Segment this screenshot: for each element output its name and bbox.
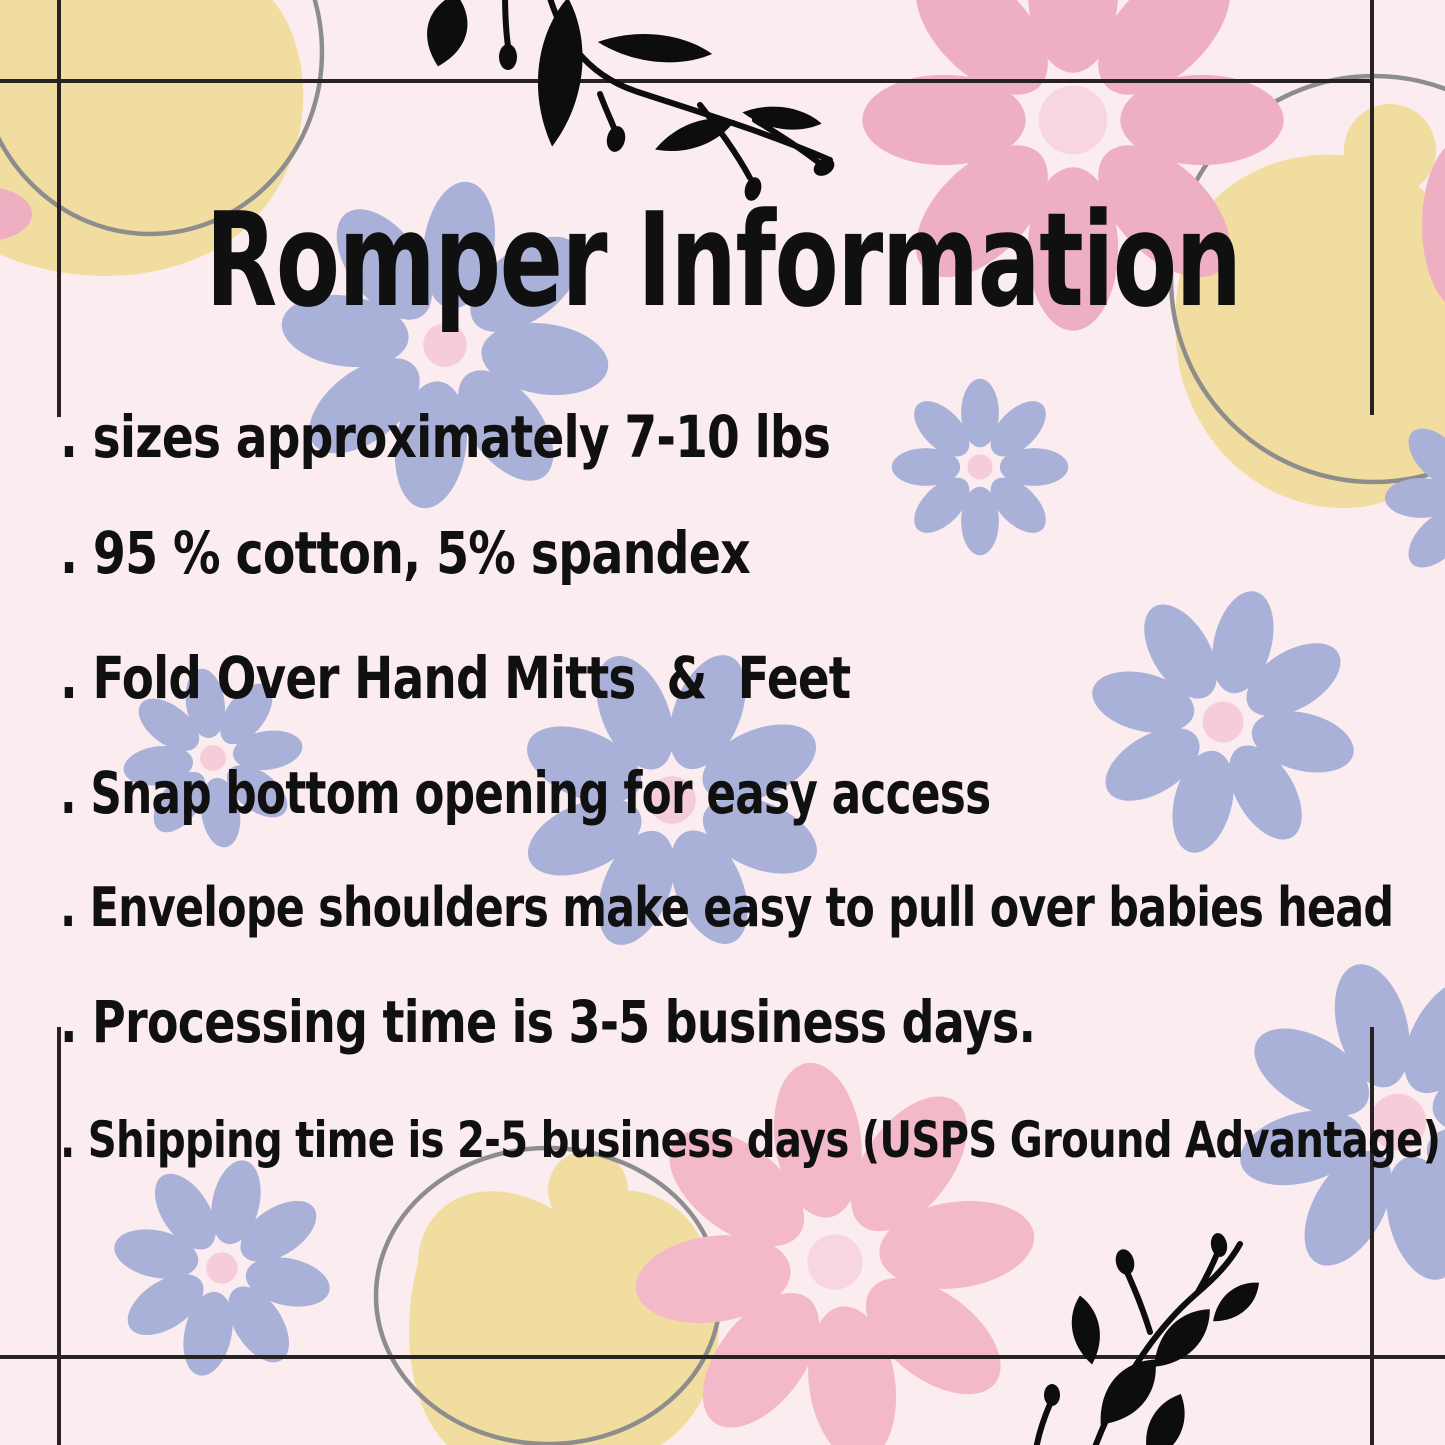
- bullet-item-mitts: . Fold Over Hand Mitts & Feet: [60, 644, 851, 712]
- bullet-item-shoulders: . Envelope shoulders make easy to pull over babies head: [60, 876, 1394, 939]
- bullet-item-sizes: . sizes approximately 7-10 lbs: [60, 403, 831, 471]
- bullet-item-processing: . Processing time is 3-5 business days.: [60, 988, 1036, 1056]
- page-title: Romper Information: [204, 184, 1241, 336]
- bullet-item-fabric: . 95 % cotton, 5% spandex: [60, 519, 750, 587]
- bullet-item-snap: . Snap bottom opening for easy access: [60, 759, 991, 827]
- bullet-item-shipping: . Shipping time is 2-5 business days (USPS Ground Advantage): [60, 1111, 1441, 1169]
